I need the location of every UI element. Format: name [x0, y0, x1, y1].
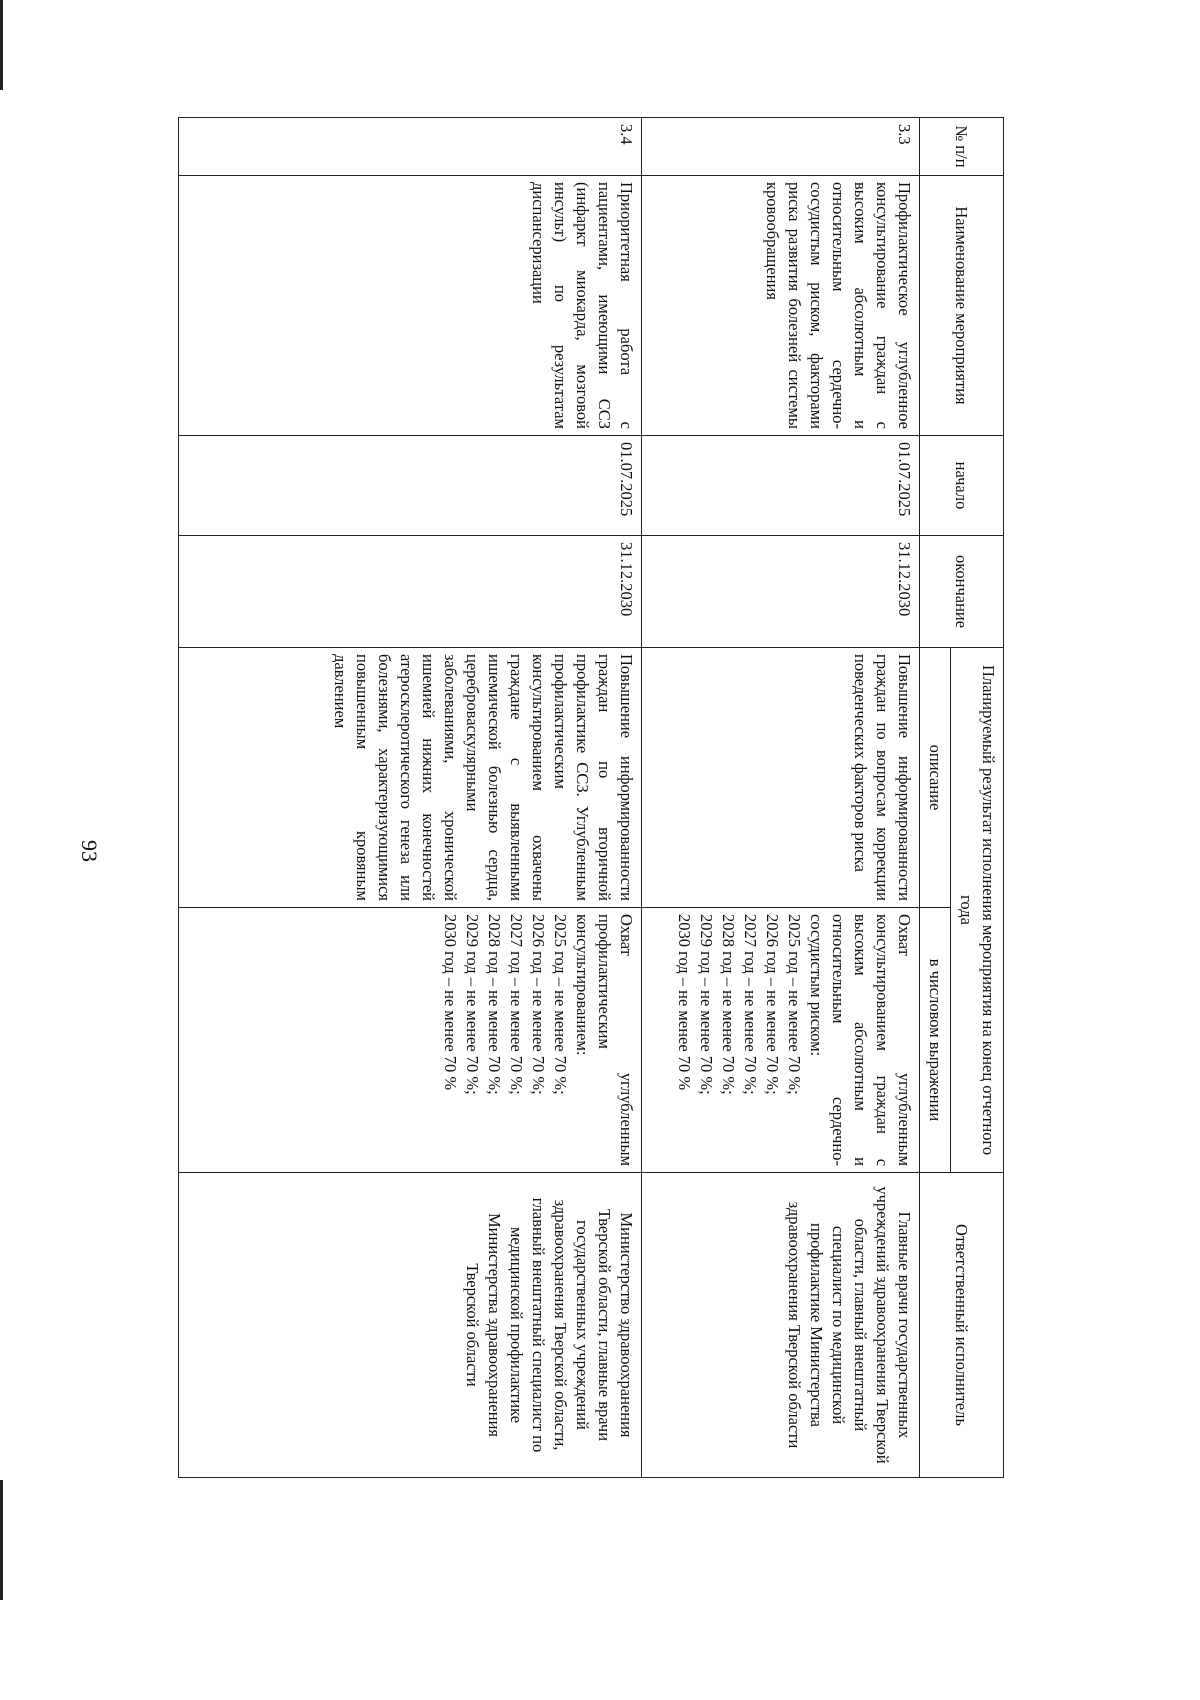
row-end: 31.12.2030 — [642, 536, 920, 648]
header-description: описание — [920, 648, 951, 908]
header-name: Наименование мероприятия — [920, 176, 1004, 436]
header-result: Планируемый результат исполнения мероприятия на конец отчетного года — [951, 648, 1004, 1173]
scan-edge-line — [0, 1480, 3, 1600]
page-number: 93 — [77, 840, 102, 862]
row-name: Приоритетная работа с пациентами, имеющими ССЗ (инфаркт миокарда, мозговой инсульт) по результатам диспансеризации — [179, 176, 642, 436]
header-numeric: в числовом выражении — [920, 908, 951, 1173]
row-numeric: Охват углубленным профилактическим консультированием: 2025 год – не менее 70 %; 2026 год – не менее 70 %; 2027 год – не менее 70 %; 2028 год – не менее 70 %; 2029 год – не менее 70 %; 2030 год – не менее 70 % — [179, 908, 642, 1173]
table-row — [642, 118, 920, 1478]
row-num: 3.4 — [179, 118, 642, 176]
row-start: 01.07.2025 — [642, 436, 920, 536]
header-end: окончание — [920, 536, 1004, 648]
row-start: 01.07.2025 — [179, 436, 642, 536]
row-name: Профилактическое углубленное консультирование граждан с высоким абсолютным и относительным сердечно-сосудистым риском, факторами риска развития болезней системы кровообращения — [642, 176, 920, 436]
row-num: 3.3 — [642, 118, 920, 176]
scan-edge-line — [0, 0, 3, 90]
table-row — [179, 118, 642, 1478]
row-description: Повышение информированности граждан по вопросам коррекции поведенческих факторов риска — [642, 648, 920, 908]
row-responsible: Главные врачи государственных учреждений здравоохранения Тверской области, главный внештатный специалист по медицинской профилактике Министерства здравоохранения Тверской области — [642, 1173, 920, 1478]
row-responsible: Министерство здравоохранения Тверской области, главные врачи государственных учреждений здравоохранения Тверской области, главный внештатный специалист по медицинской профилактике Министерства здравоохранения Тверской области — [179, 1173, 642, 1478]
row-description: Повышение информированности граждан по вторичной профилактике ССЗ. Углубленным профилактическим консультированием охвачены граждане с выявленными ишемической болезнью сердца, цереброваскулярными заболеваниями, хронической ишемией нижних конечностей атеросклеротического генеза или болезнями, характеризующимися повышенным кровяным давлением — [179, 648, 642, 908]
header-num: № п/п — [920, 118, 1004, 176]
row-numeric: Охват углубленным консультированием граждан с высоким абсолютным и относительным сердечно-сосудистым риском: 2025 год – не менее 70 %; 2026 год – не менее 70 %; 2027 год – не менее 70 %; 2028 год – не менее 70 %; 2029 год – не менее 70 %; 2030 год – не менее 70 % — [642, 908, 920, 1173]
header-responsible: Ответственный исполнитель — [920, 1173, 1004, 1478]
header-start: начало — [920, 436, 1004, 536]
rotated-table-sheet — [178, 117, 1004, 1477]
row-end: 31.12.2030 — [179, 536, 642, 648]
activities-table — [178, 117, 1004, 1478]
